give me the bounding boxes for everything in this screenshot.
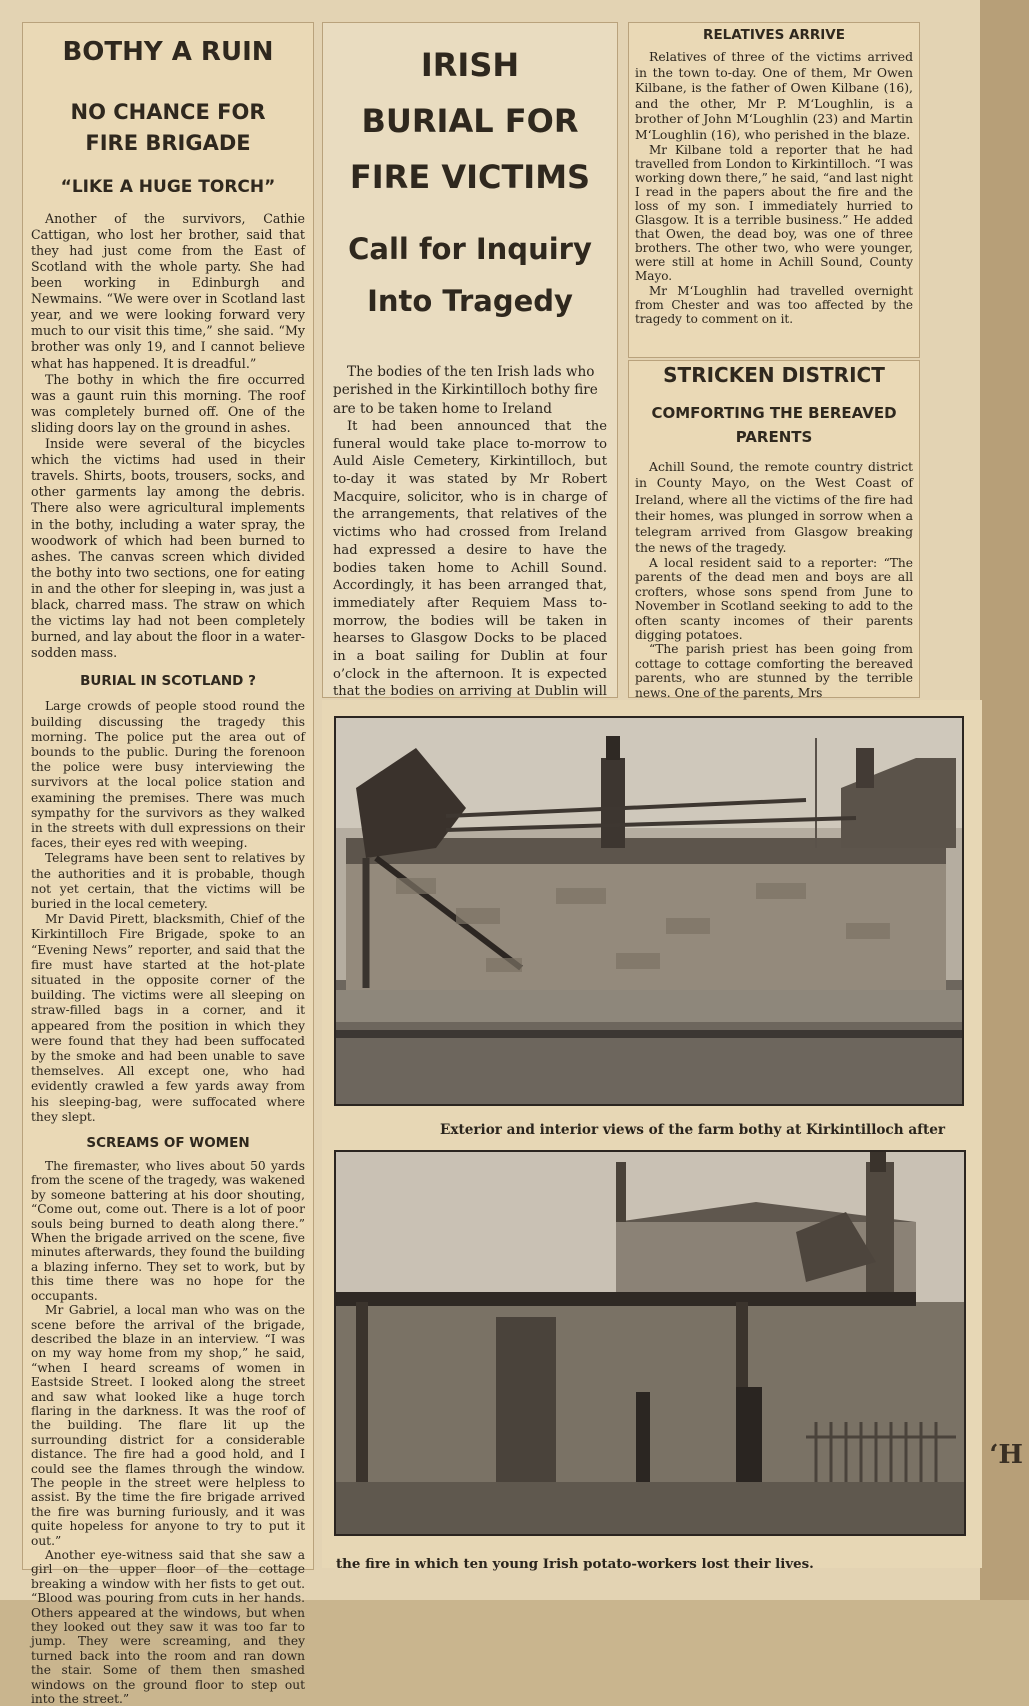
stricken-paragraph-3: “The parish priest has been going from cottage to cottage comforting the bereaved parents, who are stunned by the terrible news. One of the parents, Mrs: [635, 642, 913, 700]
photo-caption-bottom: the fire in which ten young Irish potato-workers lost their lives.: [336, 1556, 814, 1572]
center-subhead: [333, 223, 607, 327]
left-subhead: NO CHANCE FOR FIRE BRIGADE: [70, 99, 266, 155]
center-article: [322, 22, 618, 698]
left-paragraph-9: Another eye-witness said that she saw a girl on the upper floor of the cottage breaking a window with her fists to get out. “Blood was pouring from cuts in her hands. Others appeared at the windows, but when they looked out they saw it was too far to jump. They were screaming, and they turned back into the room and ran down the stair. Some of them then smashed windows on the ground floor to step out into the street.”: [31, 1548, 305, 1706]
left-paragraph-6: Mr David Pirett, blacksmith, Chief of the Kirkintilloch Fire Brigade, spoke to an “Evening News” reporter, and said that the fire must have started at the hot-plate situated in the opposite corner of the building. The victims were all sleeping on straw-filled bags in a corner, and it appeared from the position in which they were found that they had been suffocated by the smoke and had been unable to save themselves. All except one, who had evidently crawled a few yards away from his sleeping-bag, were suffocated where they slept.: [31, 912, 305, 1124]
center-headline-line-1: IRISH: [420, 46, 520, 84]
center-subhead-line-1: Call for Inquiry: [348, 232, 592, 266]
center-headline: [333, 37, 607, 205]
section-head-burial: BURIAL IN SCOTLAND ?: [80, 673, 256, 690]
left-article: [22, 22, 314, 1706]
center-subhead-line-2: Into Tragedy: [367, 284, 573, 318]
exterior-photo-image: [336, 718, 962, 1104]
stricken-paragraph-1: Achill Sound, the remote country district in County Mayo, on the West Coast of Ireland, where all the victims of the fire had their homes, was plunged in sorrow when a telegram arrived from Glasgow breaking the news of the tragedy.: [635, 459, 913, 555]
left-headline: BOTHY A RUIN: [62, 37, 274, 67]
center-lede: The bodies of the ten Irish lads who perished in the Kirkintilloch bothy fire are to be taken home to Ireland: [333, 364, 598, 417]
relatives-paragraph-1: Relatives of three of the victims arrived in the town to-day. One of them, Mr Owen Kilbane, is the father of Owen Kilbane (16), and the other, Mr P. M‘Loughlin, is a brother of John M‘Loughlin (23) and Martin M‘Loughlin (16), who perished in the blaze.: [635, 49, 913, 142]
adjacent-page-letter: ‘H: [989, 1440, 1023, 1470]
left-paragraph-2: The bothy in which the fire occurred was a gaunt ruin this morning. The roof was completely burned off. One of the sliding doors lay on the ground in ashes.: [31, 371, 305, 435]
stricken-paragraph-2: A local resident said to a reporter: “The parents of the dead men and boys are all crofters, whose sons spend from June to November in Scotland seeking to add to the often scanty incomes of their parents digging potatoes.: [635, 555, 913, 642]
relatives-paragraph-2: Mr Kilbane told a reporter that he had travelled from London to Kirkintilloch. “I was working down there,” he said, “and last night I read in the papers about the fire and the loss of my son. I immediately hurried to Glasgow. It is a terrible business.” He added that Owen, the dead boy, was one of three brothers. The other two, who were younger, were still at home in Achill Sound, County Mayo.: [635, 142, 913, 284]
stricken-subhead-line-1: COMFORTING THE BEREAVED: [651, 404, 897, 423]
adjacent-page-edge: [980, 0, 1029, 1600]
relatives-article: [628, 22, 920, 358]
stricken-article: [628, 360, 920, 698]
center-headline-line-2: BURIAL FOR: [361, 102, 579, 140]
stricken-subhead-line-2: PARENTS: [735, 428, 813, 447]
relatives-paragraph-3: Mr M‘Loughlin had travelled overnight from Chester and was too affected by the tragedy to comment on it.: [635, 283, 913, 326]
relatives-headline: RELATIVES ARRIVE: [703, 27, 845, 43]
interior-photo: [334, 1150, 966, 1536]
center-headline-line-3: FIRE VICTIMS: [349, 158, 591, 196]
center-paragraph-1: It had been announced that the funeral would take place to-morrow to Auld Aisle Cemetery, Kirkintilloch, but to-day it was stated by Mr Robert Macquire, solicitor, who is in charge of the arrangements, that relatives of the victims who had crossed from Ireland had expressed a desire to have the bodies taken home to Achill Sound. Accordingly, it has been arranged that, immediately after Requiem Mass to-morrow, the bodies will be taken in hearses to Glasgow Docks to be placed in a boat sailing for Dublin at four o’clock in the afternoon. It is expected that the bodies on arriving at Dublin will: [333, 418, 607, 700]
stricken-headline: STRICKEN DISTRICT: [663, 363, 885, 387]
left-paragraph-4: Large crowds of people stood round the building discussing the tragedy this morning. The police put the area out of bounds to the public. During the forenoon the police were busy interviewing the survivors at the local police station and examining the premises. There was much sympathy for the survivors as they walked in the streets with dull expressions on their faces, their eyes red with weeping.: [31, 699, 305, 851]
exterior-photo: [334, 716, 964, 1106]
left-paragraph-8: Mr Gabriel, a local man who was on the scene before the arrival of the brigade, described the blaze in an interview. “I was on my way home from my shop,” he said, “when I heard screams of women in Eastside Street. I looked along the street and saw what looked like a huge torch flaring in the darkness. It was the roof of the building. The flare lit up the surrounding district for a considerable distance. The fire had a good hold, and I could see the flames through the window. The people in the street were helpless to assist. By the time the fire brigade arrived the fire was burning furiously, and it was quite hopeless for anyone to try to put it out.”: [31, 1303, 305, 1548]
left-paragraph-3: Inside were several of the bicycles which the victims had used in their travels. Shirts, boots, trousers, socks, and other garments lay among the debris. There also were agricultural implements in the bothy, including a water spray, the woodwork of which had been burned to ashes. The canvas screen which divided the bothy into two sections, one for eating in and the other for sleeping in, was just a black, charred mass. The straw on which the victims lay had not been completely burned, and lay about the floor in a water-sodden mass.: [31, 436, 305, 661]
left-tagline: “LIKE A HUGE TORCH”: [60, 176, 276, 197]
section-head-screams: SCREAMS OF WOMEN: [86, 1135, 250, 1152]
interior-photo-image: [336, 1152, 964, 1534]
left-paragraph-5: Telegrams have been sent to relatives by the authorities and it is probable, though not yet certain, that the victims will be buried in the local cemetery.: [31, 851, 305, 911]
left-paragraph-1: Another of the survivors, Cathie Cattigan, who lost her brother, said that they had just come from the East of Scotland with the whole party. She had been working in Edinburgh and Newmains. “We were over in Scotland last year, and we were looking forward very much to our visit this time,” she said. “My brother was only 19, and I cannot believe what has happened. It is dreadful.”: [31, 210, 305, 371]
photo-caption-top: Exterior and interior views of the farm bothy at Kirkintilloch after: [440, 1122, 946, 1138]
left-paragraph-7: The firemaster, who lives about 50 yards from the scene of the tragedy, was wakened by someone battering at his door shouting, “Come out, come out. There is a lot of poor souls being burned to death along there.” When the brigade arrived on the scene, five minutes afterwards, they found the building a blazing inferno. They set to work, but by this time there was no hope for the occupants.: [31, 1159, 305, 1303]
